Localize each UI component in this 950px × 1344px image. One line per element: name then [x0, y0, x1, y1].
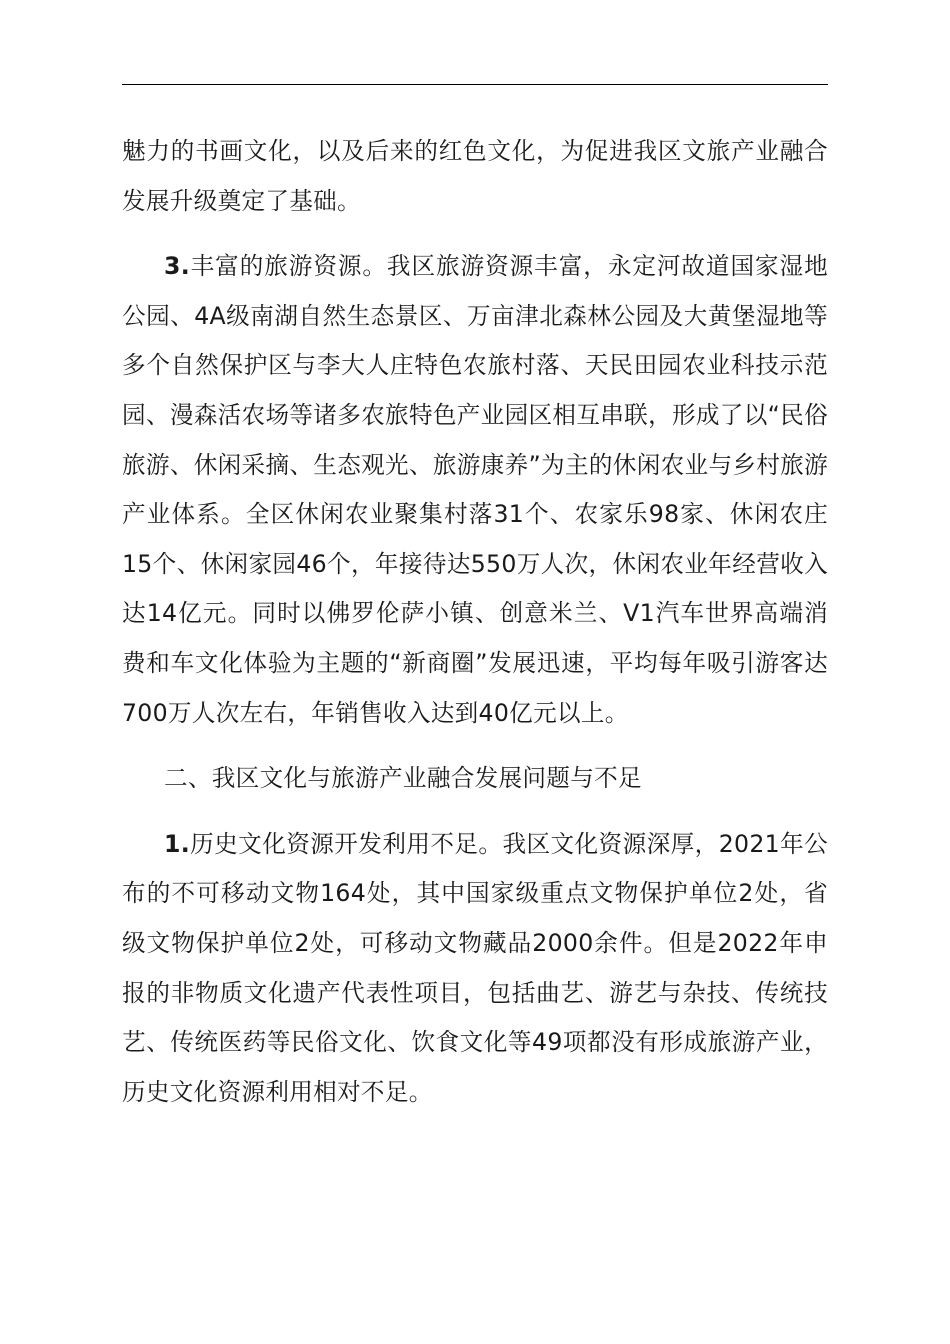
paragraph-tourism-resources	[122, 242, 828, 738]
section-heading	[122, 754, 828, 804]
body-text	[122, 127, 828, 1117]
paragraph-continuation	[122, 127, 828, 226]
paragraph-number: 1.	[164, 829, 190, 858]
heading-text: 二、我区文化与旅游产业融合发展问题与不足	[164, 764, 642, 793]
paragraph-cultural-resources	[122, 820, 828, 1118]
header-rule	[122, 84, 828, 85]
paragraph-text: 历史文化资源开发利用不足。我区文化资源深厚，2021年公布的不可移动文物164处，其中国家级重点文物保护单位2处，省级文物保护单位2处，可移动文物藏品2000余件。但是2022年申报的非物质文化遗产代表性项目，包括曲艺、游艺与杂技、传统技艺、传统医药等民俗文化、饮食文化等49项都没有形成旅游产业，历史文化资源利用相对不足。	[122, 829, 828, 1106]
paragraph-text: 魅力的书画文化，以及后来的红色文化，为促进我区文旅产业融合发展升级奠定了基础。	[122, 137, 828, 215]
paragraph-text: 丰富的旅游资源。我区旅游资源丰富，永定河故道国家湿地公园、4A级南湖自然生态景区、万亩津北森林公园及大黄堡湿地等多个自然保护区与李大人庄特色农旅村落、天民田园农业科技示范园、漫森活农场等诸多农旅特色产业园区相互串联，形成了以“民俗旅游、休闲采摘、生态观光、旅游康养”为主的休闲农业与乡村旅游产业体系。全区休闲农业聚集村落31个、农家乐98家、休闲农庄15个、休闲家园46个，年接待达550万人次，休闲农业年经营收入达14亿元。同时以佛罗伦萨小镇、创意米兰、V1汽车世界高端消费和车文化体验为主题的“新商圈”发展迅速，平均每年吸引游客达700万人次左右，年销售收入达到40亿元以上。	[122, 252, 828, 727]
paragraph-number: 3.	[164, 252, 190, 281]
